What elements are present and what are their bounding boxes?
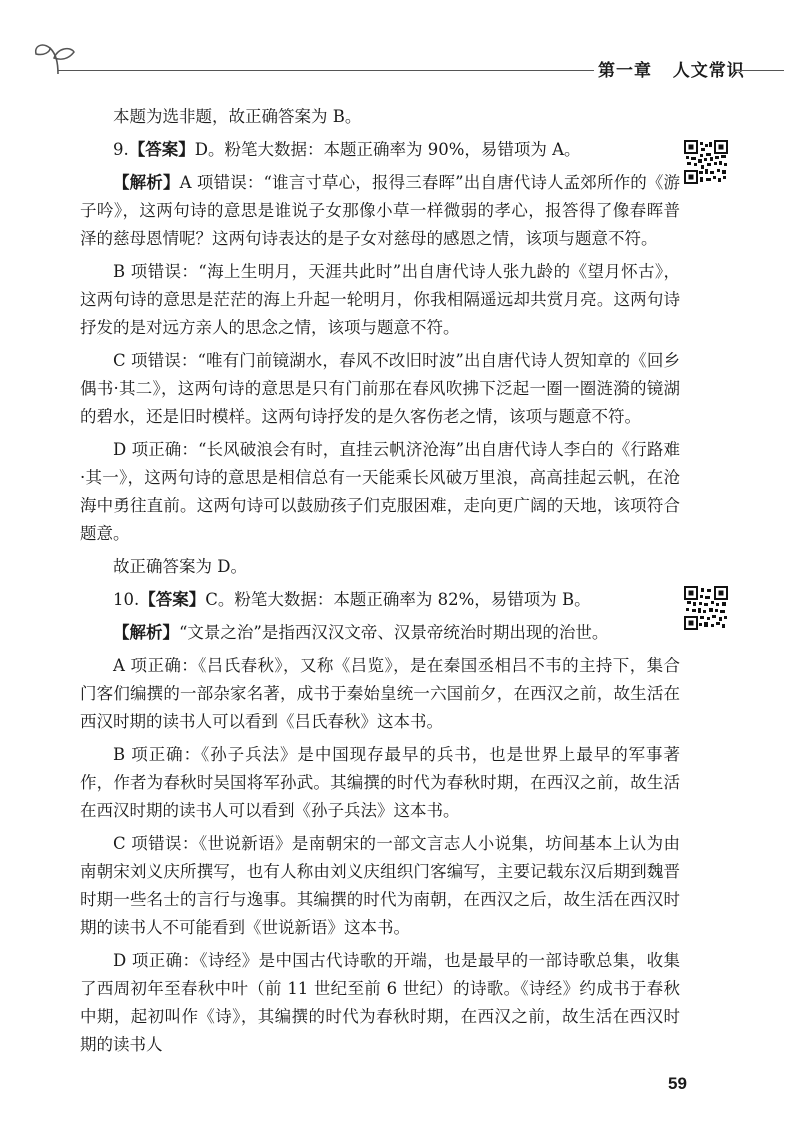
question-number: 10.: [113, 590, 140, 609]
paragraph-text: C 项错误：《世说新语》是南朝宋的一部文言志人小说集，坊间基本上认为由南朝宋刘义庆所撰写，也有人称由刘义庆组织门客编写，主要记载东汉后期到魏晋时期一些名士的言行与逸事。其编撰的时代为南朝，在西汉之后，故生活在西汉时期的读书人不可能看到《世说新语》这本书。: [80, 834, 680, 937]
paragraph: [80, 103, 680, 131]
paragraph-text: D 项正确：“长风破浪会有时，直挂云帆济沧海”出自唐代诗人李白的《行路难·其一》，这两句诗的意思是相信总有一天能乘长风破万里浪，高高挂起云帆，在沧海中勇往直前。这两句诗可以鼓励孩子们克服困难，走向更广阔的天地，该项符合题意。: [80, 440, 680, 543]
paragraph-text: B 项正确：《孙子兵法》是中国现存最早的兵书，也是世界上最早的军事著作，作者为春秋时吴国将军孙武。其编撰的时代为春秋时期，在西汉之前，故生活在西汉时期的读书人可以看到《孙子兵法》这本书。: [80, 745, 680, 820]
paragraph: [80, 947, 680, 1059]
qr-code-graphic: [684, 586, 728, 630]
paragraph-text: A 项错误：“谁言寸草心，报得三春晖”出自唐代诗人孟郊所作的《游子吟》，这两句诗的意思是谁说子女那像小草一样微弱的孝心，报答得了像春晖普泽的慈母恩情呢？这两句诗表达的是子女对慈母的感恩之情，该项与题意不符。: [80, 173, 681, 248]
page-body: [80, 103, 680, 1064]
qr-code-icon[interactable]: [684, 586, 728, 630]
chapter-section: 人文常识: [672, 61, 745, 81]
page-number: 59: [668, 1074, 687, 1093]
qr-code-graphic: [684, 140, 728, 184]
header-rule-right: [736, 70, 784, 71]
page-header: [0, 0, 800, 90]
paragraph-text: “文景之治”是指西汉汉文帝、汉景帝统治时期出现的治世。: [179, 623, 609, 642]
answer-tag: 【答案】: [139, 590, 206, 609]
answer-9: [80, 136, 680, 164]
paragraph-text: C。粉笔大数据：本题正确率为 82%，易错项为 B。: [205, 590, 591, 609]
paragraph: [80, 436, 680, 548]
chapter-title: [598, 56, 745, 81]
answer-tag: 【答案】: [128, 140, 195, 159]
analysis-tag: 【解析】: [113, 623, 179, 642]
answer-10: [80, 586, 680, 614]
paragraph: [80, 652, 680, 736]
paragraph: [80, 830, 680, 942]
qr-code-icon[interactable]: [684, 140, 728, 184]
paragraph: [80, 741, 680, 825]
question-number: 9.: [113, 140, 129, 159]
paragraph-text: A 项正确：《吕氏春秋》，又称《吕览》，是在秦国丞相吕不韦的主持下，集合门客们编撰的一部杂家名著，成书于秦始皇统一六国前夕，在西汉之前，故生活在西汉时期的读书人可以看到《吕氏春秋》这本书。: [80, 656, 680, 731]
paragraph: [80, 347, 680, 431]
paragraph-text: 故正确答案为 D。: [113, 557, 247, 576]
paragraph-text: 本题为选非题，故正确答案为 B。: [113, 107, 362, 126]
paragraph-text: B 项错误：“海上生明月，天涯共此时”出自唐代诗人张九龄的《望月怀古》，这两句诗的意思是茫茫的海上升起一轮明月，你我相隔遥远却共赏月亮。这两句诗抒发的是对远方亲人的思念之情，该项与题意不符。: [80, 262, 680, 337]
paragraph: [80, 553, 680, 581]
analysis-10: [80, 619, 680, 647]
analysis-tag: 【解析】: [113, 173, 180, 192]
analysis-9: [80, 169, 680, 253]
paragraph-text: C 项错误：“唯有门前镜湖水，春风不改旧时波”出自唐代诗人贺知章的《回乡偶书·其二》，这两句诗的意思是只有门前那在春风吹拂下泛起一圈一圈涟漪的镜湖的碧水，还是旧时模样。这两句诗抒发的是久客伤老之情，该项与题意不符。: [80, 351, 680, 426]
paragraph-text: D 项正确：《诗经》是中国古代诗歌的开端，也是最早的一部诗歌总集，收集了西周初年至春秋中叶（前 11 世纪至前 6 世纪）的诗歌。《诗经》约成书于春秋中期，起初叫作《诗》，其编撰的时代为春秋时期，在西汉之前，故生活在西汉时期的读书人: [80, 951, 680, 1054]
chapter-number: 第一章: [598, 61, 652, 81]
paragraph: [80, 258, 680, 342]
header-rule-left: [58, 70, 594, 71]
paragraph-text: D。粉笔大数据：本题正确率为 90%，易错项为 A。: [194, 140, 581, 159]
